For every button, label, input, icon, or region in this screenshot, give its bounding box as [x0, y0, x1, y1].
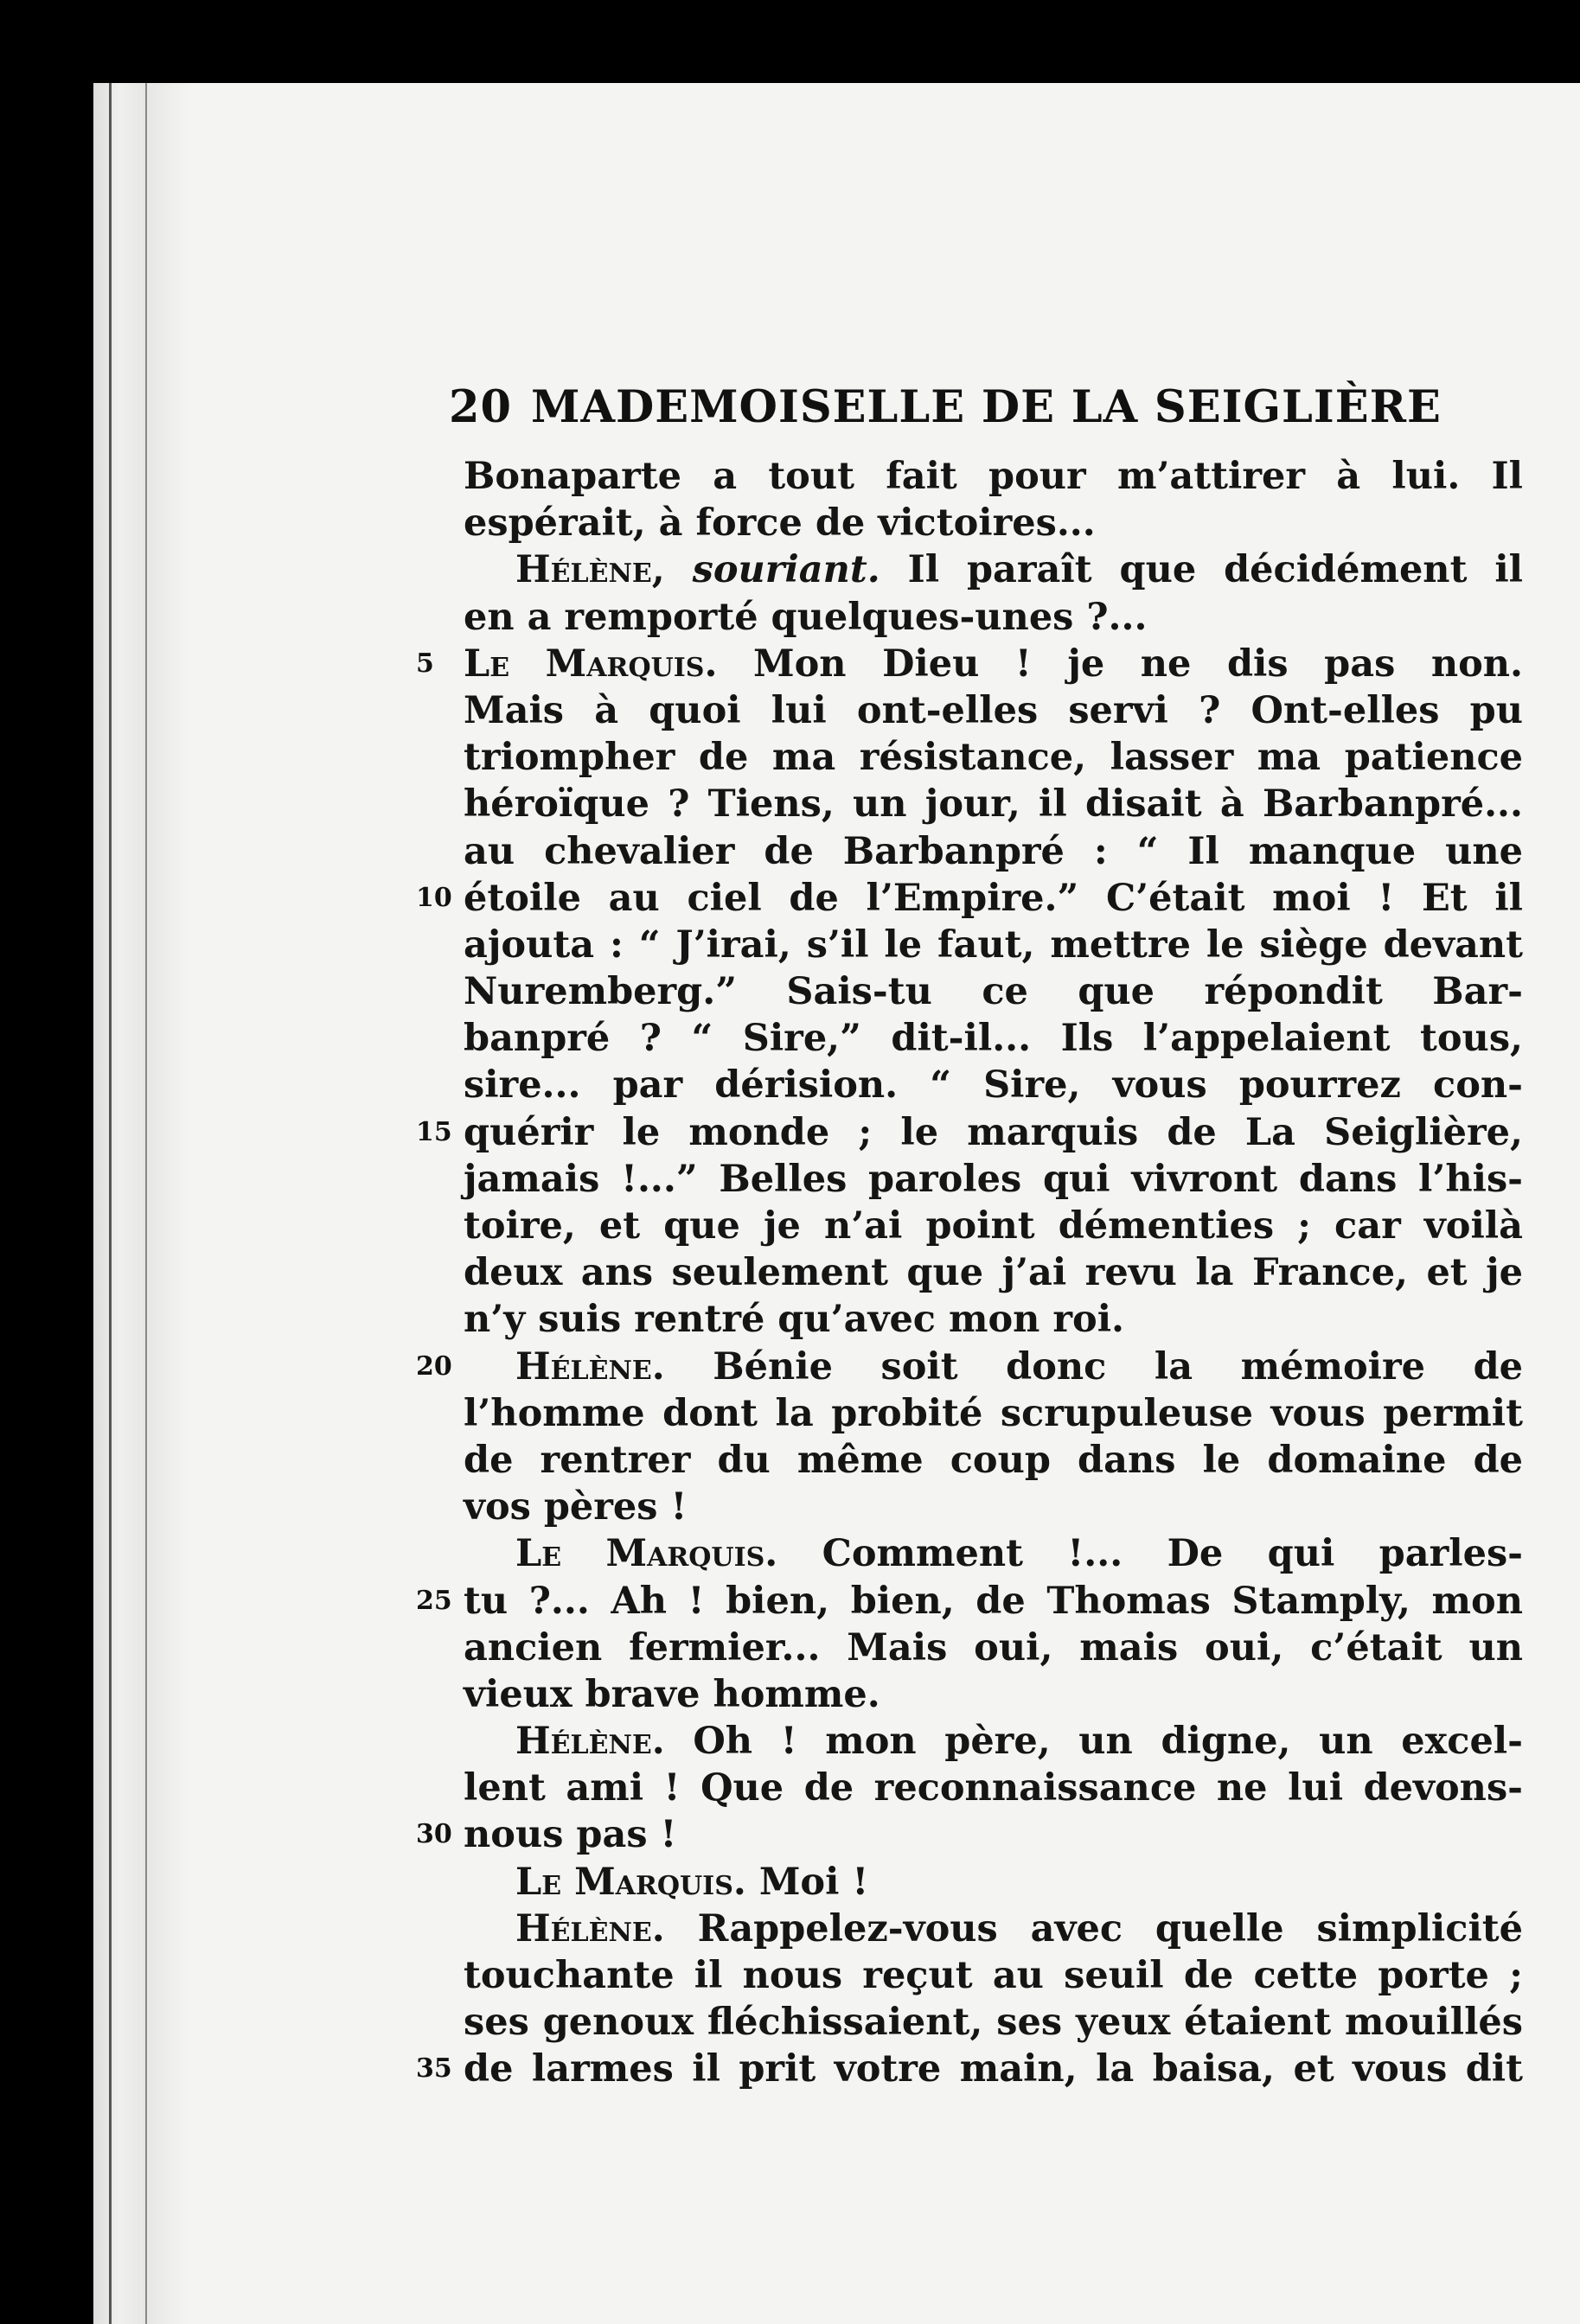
line-number: 5	[416, 648, 434, 679]
text-line	[416, 641, 1524, 687]
text-line	[464, 1999, 1523, 2046]
book-page	[93, 83, 1580, 2324]
line-number: 15	[416, 1116, 452, 1147]
line-text: sire... par dérision. “ Sire, vous pourrez con-	[464, 1063, 1523, 1108]
line-text: de larmes il prit votre main, la baisa, et vous dit	[464, 2047, 1523, 2091]
body-text	[416, 453, 1524, 2093]
text-line	[464, 1062, 1523, 1108]
running-header	[449, 381, 1530, 433]
line-text: Le Marquis. Comment !... De qui parles-	[515, 1532, 1524, 1576]
line-text: n’y suis rentré qu’avec mon roi.	[464, 1298, 1125, 1342]
line-text: touchante il nous reçut au seuil de cette porte ;	[464, 1954, 1523, 1997]
text-line	[464, 1625, 1523, 1671]
text-line	[464, 828, 1523, 875]
text-line	[464, 1203, 1523, 1249]
text-line	[464, 1015, 1523, 1062]
scan-speck	[30, 1738, 54, 1785]
scan-speck	[48, 203, 65, 215]
line-text: en a remporté quelques-unes ?...	[464, 595, 1148, 639]
line-text: Hélène. Oh ! mon père, un digne, un excel-	[515, 1720, 1523, 1764]
text-line	[416, 1344, 1523, 1390]
line-text: héroïque ? Tiens, un jour, il disait à Barbanpré...	[464, 782, 1523, 827]
text-line	[464, 1859, 1523, 1906]
text-line	[416, 1811, 1523, 1858]
line-text: de rentrer du même coup dans le domaine de	[464, 1438, 1523, 1482]
line-text: toire, et que je n’ai point démenties ; car voilà	[464, 1204, 1523, 1248]
line-text: quérir le monde ; le marquis de La Seiglière,	[464, 1110, 1523, 1154]
line-text: triompher de ma résistance, lasser ma patience	[464, 736, 1523, 780]
text-line	[464, 1530, 1523, 1577]
page-gutter	[93, 83, 189, 2324]
text-line	[464, 1952, 1523, 1999]
text-line	[464, 968, 1523, 1015]
line-text: l’homme dont la probité scrupuleuse vous permit	[464, 1391, 1523, 1435]
text-line	[464, 500, 1523, 546]
line-text: lent ami ! Que de reconnaissance ne lui devons-	[464, 1766, 1523, 1810]
text-line	[416, 1109, 1523, 1156]
text-line	[464, 734, 1523, 781]
text-line	[416, 875, 1523, 922]
line-text: Hélène, souriant. Il paraît que décidément il	[515, 548, 1523, 592]
page-number: 20	[449, 381, 512, 433]
text-line	[464, 922, 1523, 968]
line-text: Bonaparte a tout fait pour m’attirer à lui. Il	[464, 455, 1523, 498]
text-line	[464, 1906, 1523, 1952]
text-line	[464, 781, 1523, 827]
line-text: ancien fermier... Mais oui, mais oui, c’était un	[464, 1625, 1523, 1670]
text-line	[464, 1156, 1523, 1203]
line-text: jamais !...” Belles paroles qui vivront dans l’his-	[464, 1157, 1523, 1201]
line-number: 10	[416, 882, 452, 913]
line-text: étoile au ciel de l’Empire.” C’était moi ! Et il	[464, 876, 1523, 920]
line-text: vieux brave homme.	[464, 1672, 880, 1716]
text-line	[464, 1484, 1523, 1530]
line-text: Mais à quoi lui ont-elles servi ? Ont-elles pu	[464, 688, 1523, 732]
gutter-fold-line	[145, 83, 147, 2324]
text-line	[464, 1249, 1523, 1296]
line-text: au chevalier de Barbanpré : “ Il manque une	[464, 829, 1523, 873]
text-line	[416, 1578, 1523, 1625]
text-line	[464, 1765, 1523, 1811]
text-line	[464, 453, 1523, 500]
text-line	[464, 1390, 1523, 1437]
line-text: vos pères !	[464, 1485, 688, 1529]
text-line	[464, 1296, 1523, 1343]
line-text: Nuremberg.” Sais-tu ce que répondit Bar-	[464, 970, 1523, 1014]
line-text: Le Marquis. Moi !	[515, 1860, 869, 1904]
line-text: tu ?... Ah ! bien, bien, de Thomas Stamply, mon	[464, 1579, 1523, 1623]
line-number: 35	[416, 2053, 452, 2085]
line-text: Hélène. Bénie soit donc la mémoire de	[515, 1344, 1523, 1389]
text-line	[464, 687, 1523, 734]
running-title: MADEMOISELLE DE LA SEIGLIÈRE	[530, 381, 1442, 433]
line-number: 25	[416, 1585, 452, 1616]
line-number: 20	[416, 1350, 452, 1382]
text-line	[464, 1671, 1523, 1718]
text-line	[464, 546, 1523, 593]
line-text: Le Marquis. Mon Dieu ! je ne dis pas non.	[464, 642, 1524, 686]
text-line	[416, 2046, 1523, 2092]
line-text: Hélène. Rappelez-vous avec quelle simplicité	[515, 1906, 1523, 1950]
text-line	[464, 1718, 1523, 1765]
line-text: espérait, à force de victoires...	[464, 501, 1096, 546]
text-line	[464, 1437, 1523, 1484]
line-text: banpré ? “ Sire,” dit-il... Ils l’appelaient tous,	[464, 1017, 1523, 1061]
gutter-edge-line	[109, 83, 112, 2324]
line-text: ajouta : “ J’irai, s’il le faut, mettre le siège devant	[464, 923, 1523, 967]
line-text: ses genoux fléchissaient, ses yeux étaient mouillés	[464, 2001, 1523, 2045]
line-text: deux ans seulement que j’ai revu la France, et je	[464, 1251, 1523, 1295]
text-line	[464, 594, 1523, 641]
line-number: 30	[416, 1819, 452, 1850]
line-text: nous pas !	[464, 1813, 677, 1857]
